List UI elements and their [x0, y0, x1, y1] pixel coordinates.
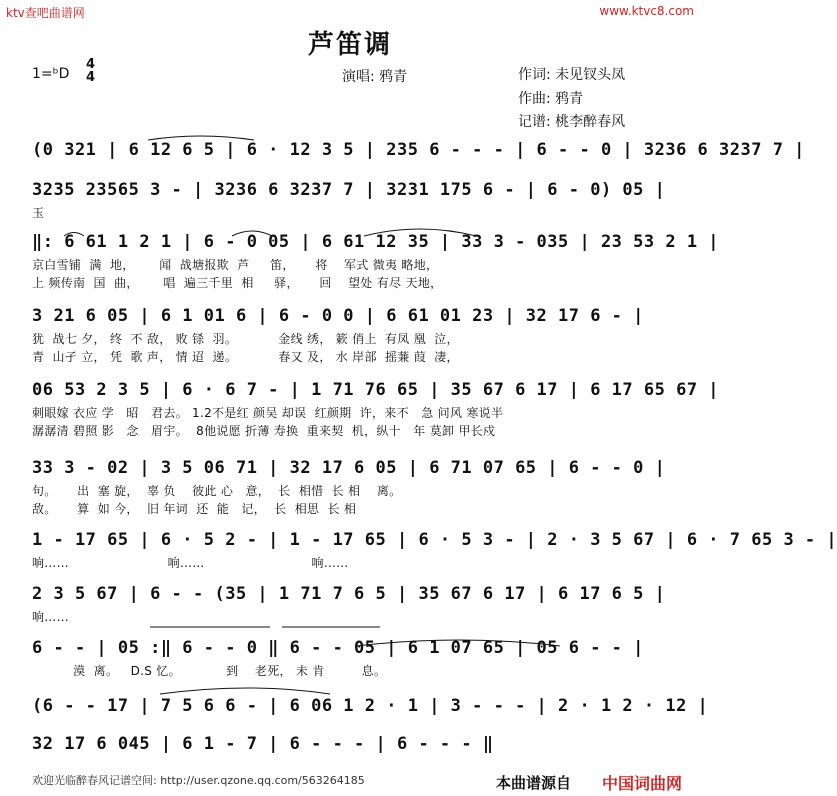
notation-line: 33 3 - 02 | 3 5 06 71 | 32 17 6 05 | 6 71 07 65 | 6 - - 0 | — [32, 458, 666, 478]
notation-line: 6 - - | 05 :‖ 6 - - 0 ‖ 6 - - 05 | 6 1 07 65 | 05 6 - - | — [32, 638, 644, 658]
transcriber-credit: 记谱: 桃李醉春风 — [518, 114, 626, 130]
lyric-line-2: 上 频传南 国 曲， 唱 遍三千里 相 驿， 回 望处 有尽 天地， — [32, 276, 443, 290]
lyric-line-2: 青 山孑 立， 凭 歌 声， 情 迢 递。 春又 及， 水 岸部 摇蒹 葭 凄， — [32, 350, 459, 364]
lyric-line-1: 玉 — [32, 206, 45, 220]
slur — [148, 136, 254, 140]
notation-line: (0 321 | 6 12 6 5 | 6 · 12 3 5 | 235 6 - - - | 6 - - 0 | 3236 6 3237 7 | — [32, 140, 805, 160]
lyric-line-1: 响…… — [32, 610, 69, 624]
footer-note: 欢迎光临醉春风记谱空间: http://user.qzone.qq.com/563264185 — [32, 774, 365, 787]
lyric-line-1: 刺眼嫁 衣应 学 昭 君去。 1.2不是红 颜吴 却误 红颜期 许，来不 急 问风 寒说半 — [32, 406, 504, 420]
time-signature-bottom: 4 — [86, 70, 96, 85]
time-signature-top: 4 — [86, 57, 96, 72]
lyric-line-1: 漠 离。 D.S 忆。 到 老死， 未 肯 息。 — [32, 664, 387, 678]
slur — [64, 233, 84, 237]
lyric-line-2: 潺潺清 碧照 影 念 眉宇。 8他说愿 折薄 寿换 重来契 机，纵十 年 莫卸 甲长戍 — [32, 424, 496, 438]
slur — [356, 640, 560, 646]
key-signature: 1=ᵇD — [32, 66, 70, 82]
lyric-line-1: 句。 出 塞 旋， 辜 负 彼此 心 意， 长 相惜 长 相 离。 — [32, 484, 402, 498]
lyricist-credit: 作词: 未见钗头凤 — [518, 67, 626, 83]
notation-line: 32 17 6 045 | 6 1 - 7 | 6 - - - | 6 - - - ‖ — [32, 734, 494, 754]
notation-line: 1 - 17 65 | 6 · 5 2 - | 1 - 17 65 | 6 · 5 3 - | 2 · 3 5 67 | 6 · 7 65 3 - | — [32, 530, 837, 550]
slur — [160, 688, 330, 694]
song-title: 芦笛调 — [307, 30, 392, 60]
singer-credit: 演唱: 鸦青 — [342, 69, 408, 85]
notation-line: 3 21 6 05 | 6 1 01 6 | 6 - 0 0 | 6 61 01 23 | 32 17 6 - | — [32, 306, 644, 326]
notation-line: ‖: 6 61 1 2 1 | 6 - 0 05 | 6 61 12 35 | 33 3 - 035 | 23 53 2 1 | — [32, 232, 720, 252]
notation-line: 3235 23565 3 - | 3236 6 3237 7 | 3231 175 6 - | 6 - 0) 05 | — [32, 180, 666, 200]
source-label: 本曲谱源自 — [496, 774, 572, 792]
watermark-left: ktv查吧曲谱网 — [6, 6, 85, 20]
notation-line: 2 3 5 67 | 6 - - (35 | 1 71 7 6 5 | 35 67 6 17 | 6 17 6 5 | — [32, 584, 666, 604]
slur — [232, 231, 272, 236]
lyric-line-1: 响…… 响…… 响…… — [32, 556, 349, 570]
slur — [364, 229, 476, 236]
source-site: 中国词曲网 — [602, 774, 683, 793]
composer-credit: 作曲: 鸦青 — [518, 91, 584, 107]
watermark-right: www.ktvc8.com — [599, 4, 694, 18]
lyric-line-2: 敌。 算 如 今， 旧 年词 还 能 记， 长 相思 长 相 — [32, 502, 357, 516]
lyric-line-1: 犹 战七 夕， 终 不 敌， 败 铩 羽。 金线 绣， 簌 俏上 有凤 凰 泣， — [32, 332, 459, 346]
notation-line: (6 - - 17 | 7 5 6 6 - | 6 06 1 2 · 1 | 3 - - - | 2 · 1 2 · 12 | — [32, 696, 709, 716]
lyric-line-1: 京白雪铺 满 地， 闻 战塘报欺 芦 笛， 将 军式 微夷 略地， — [32, 258, 439, 272]
notation-line: 06 53 2 3 5 | 6 · 6 7 - | 1 71 76 65 | 35 67 6 17 | 6 17 65 67 | — [32, 380, 720, 400]
